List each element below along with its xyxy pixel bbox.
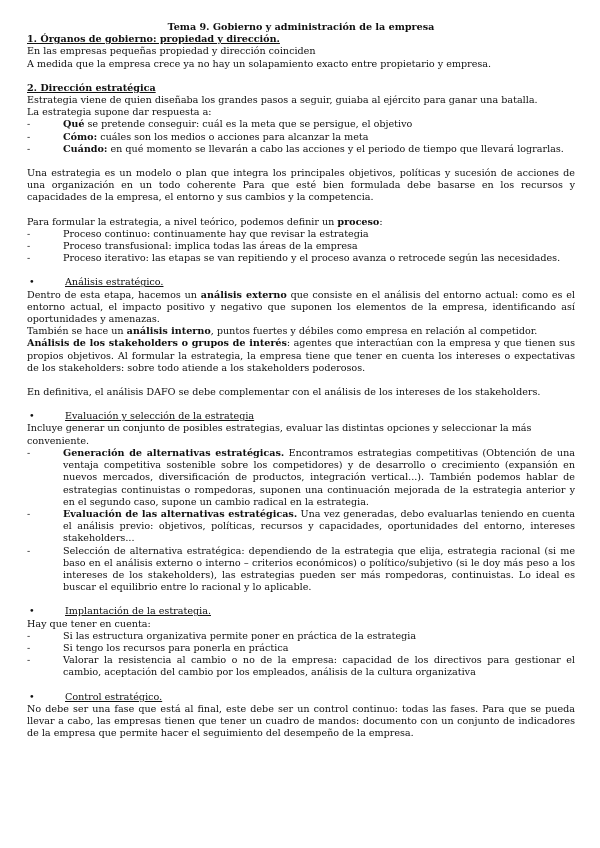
list-item <box>27 655 575 679</box>
dash-marker: - <box>27 131 31 143</box>
subsection-title: Análisis estratégico. <box>65 277 164 289</box>
list-item <box>27 509 575 546</box>
subsection-heading-control <box>27 692 575 704</box>
list-item-text: cuáles son los medios o acciones para alcanzar la meta <box>97 131 369 143</box>
list-item <box>27 229 575 241</box>
dash-marker: - <box>27 655 31 667</box>
paragraph: A medida que la empresa crece ya no hay un solapamiento exacto entre propietario y empresa. <box>27 58 492 70</box>
subsection-title: Control estratégico. <box>65 691 163 703</box>
list-item <box>27 119 575 131</box>
list-item-text: Proceso iterativo: las etapas se van repitiendo y el proceso avanza o retrocede según las necesidades. <box>63 253 561 265</box>
paragraph <box>27 217 575 229</box>
bold-term: Generación de alternativas estratégicas. <box>63 447 285 459</box>
list-item-text: Una vez generadas, debo evaluarlas teniendo en cuenta el análisis previo: objetivos, políticas, recursos y capacidades, oportunidades del entorno, intereses stakeholders... <box>63 508 575 545</box>
list-item-text: Encontramos estrategias competitivas (Obtención de una ventaja competitiva sostenible sobre los competidores) y de desarrollo o crecimiento (expansión en nuevos mercados, diversificación de productos, integración vertical...). También podemos hablar de estrategias continuistas o rompedoras, suponen una continuación mejorada de la estrategia anterior y en el segundo caso, supone un cambio radical en la estrategia. <box>63 447 575 508</box>
list-item <box>27 643 575 655</box>
bold-term: análisis interno <box>126 326 211 338</box>
list-item-text: Valorar la resistencia al cambio o no de la empresa: capacidad de los directivos para gestionar el cambio, aceptación del cambio por los empleados, análisis de la cultura organizativa <box>63 655 575 679</box>
list-item <box>27 546 575 595</box>
list-item-text: Proceso transfusional: implica todas las áreas de la empresa <box>63 241 358 253</box>
section-heading-direccion: 2. Dirección estratégica <box>27 82 156 94</box>
text-span: , puntos fuertes y débiles como empresa en relación al competidor. <box>210 326 538 338</box>
list-item-text: Selección de alternativa estratégica: dependiendo de la estrategia que elija, estrategia racional (si me baso en el análisis externo o interno – criterios económicos) o político/subjetivo (si le doy más peso a los intereses de los stakeholders), las estrategias pueden ser más rompedoras, continuistas. Lo ideal es buscar el equilibrio entre lo racional y lo aplicable. <box>63 545 575 594</box>
dash-marker: - <box>27 119 31 131</box>
bullet-marker: • <box>29 411 35 423</box>
dash-marker: - <box>27 630 31 642</box>
paragraph: La estrategia supone dar respuesta a: <box>27 107 212 119</box>
bold-term: análisis externo <box>200 289 287 301</box>
text-span: Para formular la estrategia, a nivel teórico, podemos definir un <box>27 216 338 228</box>
dash-marker: - <box>27 642 31 654</box>
paragraph <box>27 326 575 338</box>
list-item <box>27 631 575 643</box>
page-title: Tema 9. Gobierno y administración de la empresa <box>167 22 435 33</box>
bullet-marker: • <box>29 691 35 703</box>
bullet-marker: • <box>29 606 35 618</box>
subsection-title: Implantación de la estrategia. <box>65 606 211 618</box>
list-item <box>27 241 575 253</box>
bold-term: Cómo: <box>63 131 98 143</box>
dash-marker: - <box>27 508 31 520</box>
text-span: : <box>379 216 383 228</box>
text-span: que consiste en el análisis del entorno actual: como es el entorno actual, el impacto positivo y negativo que suponen los elementos de la empresa, identificando así oportunidades y amenazas. <box>27 289 575 326</box>
text-span: Dentro de esta etapa, hacemos un <box>27 289 201 301</box>
paragraph <box>27 290 575 327</box>
list-item-text: en qué momento se llevarán a cabo las acciones y el periodo de tiempo que llevará lograrlas. <box>107 143 564 155</box>
paragraph: En definitiva, el análisis DAFO se debe complementar con el análisis de los intereses de los stakeholders. <box>27 387 541 399</box>
subsection-heading-analisis <box>27 277 575 289</box>
paragraph: Una estrategia es un modelo o plan que integra los principales objetivos, políticas y sucesión de acciones de una organización en un todo coherente Para que esté bien formulada debe basarse en los recursos y capacidades de la empresa, el entorno y sus cambios y la competencia. <box>27 168 575 204</box>
bold-term: proceso <box>337 216 380 228</box>
bold-term: Qué <box>63 119 85 131</box>
paragraph: Estrategia viene de quien diseñaba los grandes pasos a seguir, guiaba al ejército para ganar una batalla. <box>27 95 538 107</box>
subsection-title: Evaluación y selección de la estrategia <box>65 411 255 423</box>
bold-term: Cuándo: <box>63 143 108 155</box>
paragraph: En las empresas pequeñas propiedad y dirección coinciden <box>27 46 316 58</box>
paragraph: Incluye generar un conjunto de posibles estrategias, evaluar las distintas opciones y seleccionar la más conveniente. <box>27 423 532 447</box>
document-page <box>27 22 575 740</box>
paragraph: Hay que tener en cuenta: <box>27 618 151 630</box>
dash-marker: - <box>27 253 31 265</box>
dash-marker: - <box>27 241 31 253</box>
section-heading-organos: 1. Órganos de gobierno: propiedad y dirección. <box>27 34 280 46</box>
list-item-text: Si las estructura organizativa permite poner en práctica de la estrategia <box>63 630 417 642</box>
list-item-text: Si tengo los recursos para ponerla en práctica <box>63 642 289 654</box>
list-item <box>27 448 575 509</box>
bullet-marker: • <box>29 277 35 289</box>
subsection-heading-evaluacion <box>27 411 575 423</box>
dash-marker: - <box>27 447 31 459</box>
text-span: : agentes que interactúan con la empresa y que tienen sus propios objetivos. Al formular la estrategia, la empresa tiene que tener en cuenta los intereses o expectativas de los stakeholders: sobre todo atiende a los stakeholders poderosos. <box>27 338 576 374</box>
list-item <box>27 144 575 156</box>
bold-term: Evaluación de las alternativas estratégicas. <box>63 508 298 520</box>
text-span: También se hace un <box>27 326 127 338</box>
dash-marker: - <box>27 143 31 155</box>
paragraph: No debe ser una fase que está al final, este debe ser un control continuo: todas las fases. Para que se pueda llevar a cabo, las empresas tienen que tener un cuadro de mandos: documento con un conjunto de indicadores de la empresa que permite hacer el seguimiento del desempeño de la empresa. <box>27 703 575 740</box>
list-item-text: Proceso continuo: continuamente hay que revisar la estrategia <box>63 228 369 240</box>
list-item <box>27 253 575 265</box>
bold-term: Análisis de los stakeholders o grupos de interés <box>27 338 287 350</box>
subsection-heading-implantacion <box>27 606 575 618</box>
dash-marker: - <box>27 545 31 557</box>
list-item-text: se pretende conseguir: cuál es la meta que se persigue, el objetivo <box>84 119 413 131</box>
dash-marker: - <box>27 228 31 240</box>
list-item <box>27 132 575 144</box>
paragraph <box>27 338 575 375</box>
